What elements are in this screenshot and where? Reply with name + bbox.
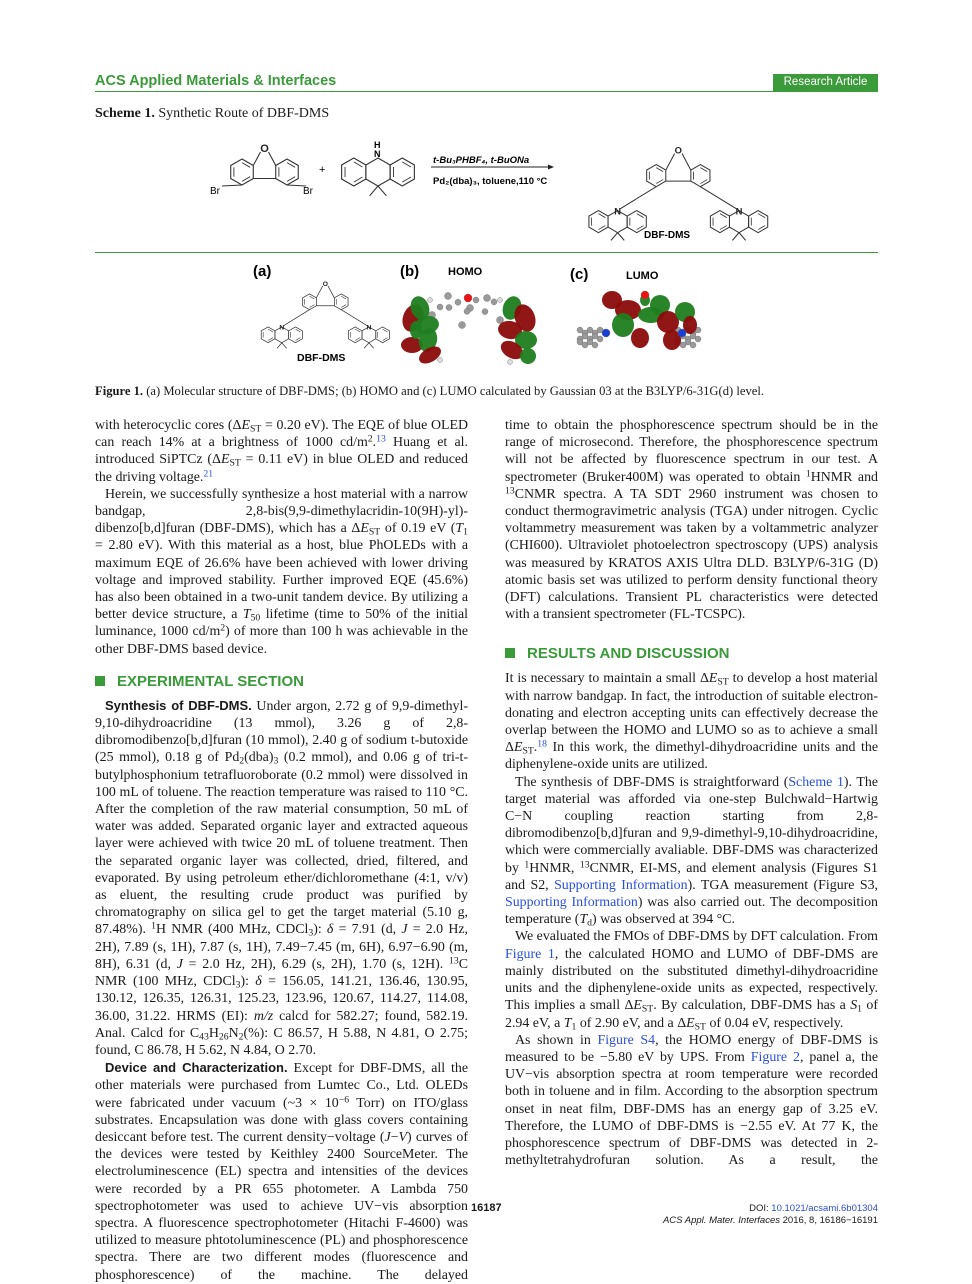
- section-square-icon: [505, 648, 515, 658]
- run-in-heading: Synthesis of DBF-DMS.: [105, 697, 252, 713]
- methyl-bond: [378, 186, 386, 196]
- text-run: H NMR (400 MHz, CDCl: [155, 922, 309, 938]
- atom: [484, 295, 491, 302]
- subscript: ST: [641, 1003, 654, 1015]
- negative-lobe: [612, 313, 634, 337]
- atom: [597, 336, 603, 342]
- text-run: , the calculated HOMO and LUMO of DBF-DMS are mainly distributed on the substituted dimethyl-dihydroacridine units and the diphenylene-oxide units as expected, respectively. This implies a small Δ: [505, 946, 878, 1014]
- text-run: , panel a, the UV−vis absorption spectra at room temperature were recorded both in toluene and in film. According to the absorption spectrum onset in neat film, DBF-DMS has an energy gap of 3.25 eV. Therefore, the LUMO of DBF-DMS is −2.55 eV. At 77 K, the phosphorescence spectrum of DBF-DMS was detected in 2-methyltetrahydrofuran solution. As a result, the: [505, 1049, 878, 1169]
- reference-link[interactable]: 21: [203, 468, 214, 480]
- nitrogen-atom: [678, 329, 686, 337]
- text-run: . By calculation, DBF-DMS has a: [653, 998, 851, 1014]
- nitrogen-atom-label: N: [614, 206, 621, 217]
- paragraph: [95, 486, 468, 658]
- text-run: ):: [313, 922, 327, 938]
- subscript: ST: [522, 745, 534, 757]
- subscript: 26: [218, 1031, 229, 1043]
- text-run: = 2.80 eV). With this material as a host, blue PhOLEDs with a maximum EQE of 26.6% have been achieved with lower driving voltage and improved stability. Further improved EQE (45.6%) has also been obtained in a two-unit tandem device. By utilizing a better device structure, a: [95, 538, 468, 623]
- methyl-bond: [282, 343, 287, 349]
- atom: [482, 309, 488, 315]
- atom: [455, 299, 461, 305]
- italic-text: E: [513, 740, 523, 756]
- text-run: Torr) on ITO/glass substrates. Encapsulation was done with glass covers containing desiccant before test. The current density−voltage (: [95, 1095, 468, 1145]
- text-run: (dba): [244, 750, 274, 766]
- text-run: of 0.19 eV (: [380, 521, 456, 537]
- text-run: to develop a host material with narrow bandgap. In fact, the introduction of suitable electron-donating and electron accepting units can effectively decrease the overlap between the HOMO and LUMO so as to achieve a small Δ: [505, 671, 878, 756]
- italic-text: E: [220, 452, 230, 468]
- section-heading-text: EXPERIMENTAL SECTION: [117, 672, 304, 690]
- paragraph: [95, 1059, 468, 1284]
- text-run: Huang et al. introduced SiPTCz (Δ: [95, 435, 468, 468]
- c-n-bond: [700, 187, 736, 209]
- text-run: H: [208, 1025, 219, 1041]
- text-run: ) was observed at 394 °C.: [592, 912, 735, 928]
- reference-link[interactable]: 18: [537, 738, 547, 750]
- dimethylacridine-structure: [342, 158, 415, 196]
- dbf-dms-product-structure: [589, 146, 768, 241]
- italic-text: J: [401, 922, 408, 938]
- scheme-divider: [95, 252, 878, 253]
- subscript: 1: [857, 1003, 863, 1015]
- text-run: lifetime (time to 50% of the initial luminance, 1000 cd/m: [95, 607, 468, 640]
- central-ring: [366, 158, 390, 186]
- cross-reference-link[interactable]: Figure 1: [505, 946, 555, 962]
- atom: [473, 297, 479, 303]
- hydrogen-atom: [438, 358, 443, 363]
- oxygen-atom-label: O: [260, 143, 269, 155]
- paragraph: [505, 1032, 878, 1170]
- homo-label: HOMO: [448, 266, 483, 278]
- superscript: 13: [505, 485, 515, 497]
- doi-block: [663, 1203, 878, 1226]
- paragraph: [505, 670, 878, 773]
- italic-text: E: [241, 418, 250, 433]
- atom: [464, 308, 470, 314]
- panel-c-label: (c): [570, 266, 589, 283]
- furan-bond: [316, 286, 322, 298]
- methyl-bond: [369, 343, 374, 349]
- text-run: ) of more than 100 h was achievable in the other DBF-DMS based device.: [95, 624, 468, 657]
- journal-name: ACS Applied Materials & Interfaces: [95, 73, 337, 89]
- bromine-label-right: Br: [303, 186, 313, 197]
- superscript: −6: [338, 1094, 350, 1106]
- text-run: calcd for 582.27; found, 582.19. Anal. Calcd for C: [95, 1008, 468, 1041]
- subscript: ST: [249, 423, 262, 435]
- text-run: = 2.0 Hz, 2H), 6.29 (s, 2H), 1.70 (s, 12H).: [182, 956, 449, 972]
- atom: [446, 304, 452, 310]
- methyl-bond: [364, 343, 369, 349]
- text-run: (%): C 86.57, H 5.88, N 4.81, O 2.75; found, C 86.78, H 5.62, N 4.84, O 2.70.: [95, 1025, 468, 1058]
- text-run: In this work, the dimethyl-dihydroacridine units and the diphenylene-oxide units are utilized.: [505, 740, 878, 773]
- lumo-label: LUMO: [626, 270, 659, 282]
- methyl-bond: [739, 233, 746, 241]
- text-run: We evaluated the FMOs of DBF-DMS by DFT calculation. From: [515, 929, 878, 945]
- homo-orbital-plot: [399, 293, 539, 368]
- atom: [437, 304, 443, 310]
- subscript: 2: [238, 1031, 244, 1043]
- superscript: 13: [579, 859, 590, 871]
- italic-text: E: [360, 521, 369, 537]
- italic-text: T: [242, 607, 251, 623]
- figure-caption: [95, 384, 885, 399]
- lumo-orbital-plot: [577, 291, 701, 350]
- c-n-bond: [341, 310, 367, 326]
- figure-caption-text: (a) Molecular structure of DBF-DMS; (b) HOMO and (c) LUMO calculated by Gaussian 03 at the B3LYP/6-31G(d) level.: [146, 384, 764, 398]
- text-run: , the HOMO energy of DBF-DMS is measured to be −5.80 eV by UPS. From: [505, 1032, 878, 1065]
- text-run: time to obtain the phosphorescence spectrum should be in the range of microsecond. Therefore, the phosphorescence spectrum will not be affected by fluorescence spectrum in our test. A spectrometer (Bruker400M) was operated to obtain: [505, 418, 878, 485]
- cross-reference-link[interactable]: Figure S4: [597, 1032, 656, 1048]
- text-run: of 2.90 eV, and a Δ: [576, 1015, 687, 1031]
- structure-label: DBF-DMS: [297, 352, 346, 364]
- cross-reference-link[interactable]: Scheme 1: [788, 774, 844, 790]
- text-run: N: [228, 1025, 239, 1041]
- italic-text: E: [686, 1015, 695, 1031]
- plus-sign: +: [319, 164, 326, 176]
- text-run: = 7.91 (d,: [333, 922, 402, 938]
- text-run: It is necessary to maintain a small Δ: [505, 671, 709, 687]
- text-run: = 156.05, 141.21, 136.46, 130.95, 130.12, 126.35, 126.31, 125.23, 123.96, 120.67, 114.27, 114.08, 36.00, 31.22. HRMS (EI):: [95, 974, 469, 1024]
- superscript: 1: [805, 468, 811, 480]
- text-run: Except for DBF-DMS, all the other materials were purchased from Lumtec Co., Ltd. OLEDs were fabricated under vacuum (~3 × 10: [95, 1061, 468, 1111]
- c-br-bond: [222, 185, 242, 186]
- text-run: −: [390, 1129, 399, 1145]
- product-label: DBF-DMS: [644, 230, 691, 241]
- paragraph: [505, 774, 878, 929]
- italic-text: T: [563, 1015, 572, 1031]
- superscript: 13: [449, 955, 459, 967]
- subscript: ST: [694, 1020, 706, 1032]
- superscript: 1: [524, 859, 530, 871]
- hydrogen-atom: [498, 298, 503, 303]
- dibromodibenzofuran-structure: [222, 143, 306, 186]
- cross-reference-link[interactable]: Figure 2: [750, 1049, 800, 1065]
- text-run: Herein, we successfully synthesize a host material with a narrow bandgap, 2,8-bis(9,9-dimethylacridin-10(9H)-yl)-dibenzo[b,d]furan (DBF-DMS), which has a Δ: [95, 486, 468, 537]
- text-run: CNMR, EI-MS, and element analysis (Figures S1 and S2,: [505, 860, 878, 893]
- text-run: HNMR and: [810, 469, 878, 485]
- paragraph: [95, 417, 468, 486]
- c-n-bond: [620, 187, 656, 209]
- italic-text: T: [579, 912, 588, 928]
- scheme-and-figure-graphics: [0, 0, 972, 400]
- text-run: = 0.20 eV). The EQE of blue OLED can reach 14% at a brightness of 1000 cd/m: [95, 418, 468, 451]
- text-run: = 2.0 Hz, 2H), 7.89 (s, 1H), 7.87 (s, 1H), 7.49−7.45 (m, 6H), 6.97−6.90 (m, 8H), 6.31 (d,: [95, 922, 468, 972]
- italic-text: E: [633, 998, 642, 1014]
- citation-journal: ACS Appl. Mater. Interfaces: [662, 1214, 780, 1226]
- italic-text: J: [384, 1129, 391, 1145]
- cross-reference-link[interactable]: Supporting Information: [554, 877, 688, 893]
- scheme-title-text: Synthetic Route of DBF-DMS: [158, 106, 330, 121]
- text-run: of 0.04 eV, respectively.: [705, 1015, 844, 1031]
- italic-text: δ: [255, 974, 262, 990]
- italic-text: J: [176, 956, 183, 972]
- right-column: [505, 417, 878, 1169]
- subscript: ST: [229, 457, 241, 469]
- oxygen-atom-label: O: [674, 145, 682, 156]
- atom: [690, 342, 696, 348]
- reaction-arrowhead: [548, 165, 554, 170]
- subscript: 43: [199, 1031, 209, 1043]
- subscript: ST: [717, 676, 729, 688]
- oxygen-atom: [641, 291, 649, 299]
- subscript: 1: [463, 526, 469, 538]
- cross-reference-link[interactable]: Supporting Information: [505, 895, 638, 911]
- positive-lobe: [631, 328, 649, 348]
- panel-a-label: (a): [253, 263, 272, 280]
- atom: [459, 322, 466, 329]
- article-type-badge: Research Article: [773, 74, 878, 91]
- nitrogen-atom-label: N: [366, 324, 372, 332]
- negative-lobe: [410, 321, 422, 339]
- text-run: ) was also carried out. The decomposition temperature (: [505, 895, 878, 928]
- methyl-bond: [618, 233, 625, 241]
- citation-details: 2016, 8, 16186−16191: [780, 1214, 878, 1226]
- text-run: Under argon, 2.72 g of 9,9-dimethyl-9,10-dihydroacridine (13 mmol), 3.26 g of 2,8-dibromodibenzo[b,d]furan (10 mmol), 2.40 g of sodium t-butoxide (25 mmol), 0.18 g of Pd: [95, 698, 468, 766]
- section-heading-results: [505, 645, 878, 663]
- text-run: .: [372, 435, 377, 451]
- hydrogen-atom: [508, 360, 513, 365]
- text-run: of 2.94 eV, a: [505, 998, 878, 1031]
- superscript: 2: [367, 433, 373, 445]
- doi-label: DOI:: [749, 1203, 772, 1214]
- text-run: with heterocyclic cores (Δ: [95, 418, 242, 433]
- left-column: [95, 417, 468, 1284]
- scheme-label: Scheme 1.: [95, 106, 155, 121]
- reagents-top: t-Bu₃PHBF₄, t-BuONa: [433, 155, 530, 166]
- text-run: ) curves of the devices were tested by Keithley 2400 SourceMeter. The electroluminescence (EL) spectra and intensities of the devices were recorded by a PR 655 photometer. A Lambda 750 spectrophotometer was used to achieve UV−vis absorption spectra. A fluorescence spectrophotometer (Hitachi F-4600) was utilized to measure phtotoluminescence (PL) and phosphorescence spectra. There are two different modes (fluorescence and phosphorescence) of the machine. The delayed: [95, 1129, 468, 1283]
- text-run: .: [533, 740, 538, 756]
- subscript: d: [587, 917, 593, 929]
- negative-lobe: [520, 348, 536, 364]
- section-heading-text: RESULTS AND DISCUSSION: [527, 645, 730, 663]
- paragraph: [505, 417, 878, 623]
- panel-b-label: (b): [400, 263, 420, 280]
- text-run: ):: [240, 974, 256, 990]
- superscript: 2: [220, 623, 226, 635]
- furan-bond: [328, 286, 334, 298]
- italic-text: V: [398, 1129, 408, 1145]
- atom: [695, 336, 701, 342]
- italic-text: S: [850, 998, 858, 1014]
- atom: [491, 299, 497, 305]
- paragraph: [505, 928, 878, 1031]
- subscript: 3: [273, 755, 279, 767]
- atom: [592, 342, 598, 348]
- synthetic-scheme: [210, 140, 768, 241]
- subscript: 3: [308, 927, 314, 939]
- nitrogen-atom-label: N: [374, 149, 381, 159]
- text-run: ). The target material was afforded via one-step Bulchwald−Hartwig C−N coupling reaction starting from 2,8-dibromodibenzo[b,d]furan and 9,9-dimethyl-9,10-dihydroacridine, which were commercially avaliable. DBF-DMS was characterized by: [505, 774, 879, 876]
- hydrogen-atom: [428, 298, 433, 303]
- methyl-bond: [370, 186, 378, 196]
- section-square-icon: [95, 676, 105, 686]
- superscript: 1: [151, 921, 156, 933]
- italic-text: δ: [326, 922, 334, 938]
- text-run: The synthesis of DBF-DMS is straightforward (: [515, 774, 789, 790]
- text-run: As shown in: [515, 1032, 598, 1048]
- page-number: 16187: [471, 1202, 502, 1214]
- figure-caption-label: Figure 1.: [95, 384, 144, 398]
- text-run: ). TGA measurement (Figure S3,: [687, 877, 878, 893]
- oxygen-atom-label: O: [322, 280, 328, 288]
- subscript: 2: [239, 755, 245, 767]
- section-heading-experimental: [95, 673, 468, 691]
- furan-bond: [269, 152, 276, 166]
- reagents-bottom: Pd₂(dba)₃, toluene,110 °C: [433, 176, 548, 187]
- subscript: 50: [250, 612, 261, 624]
- oxygen-atom: [464, 294, 472, 302]
- italic-text: E: [708, 671, 718, 687]
- run-in-heading: Device and Characterization.: [105, 1060, 288, 1076]
- text-run: = 0.11 eV) in blue OLED and reduced the driving voltage.: [95, 452, 468, 485]
- atom: [445, 293, 452, 300]
- figure-1: [253, 263, 701, 367]
- methyl-bond: [277, 343, 282, 349]
- hydrogen-atom-label: H: [374, 140, 381, 150]
- doi-link[interactable]: 10.1021/acsami.6b01304: [771, 1203, 878, 1214]
- subscript: ST: [368, 526, 381, 538]
- text-run: CNMR spectra. A TA SDT 2960 instrument was chosen to conduct thermogravimetric analysis (TGA) under nitrogen. Cyclic voltammetry measurement was taken by a voltammetric analyzer (CHI600). Ultraviolet photoelectron spectroscopy (UPS) analysis was measured by KRATOS AXIS Ultra DLD. B3LYP/6-31G (D) atomic basis set was utilized to perform density functional theory (DFT) calculations. Transient PL characteristics were detected with a transient spectrometer (FL-TCSPC).: [505, 486, 878, 623]
- text-run: HNMR,: [529, 860, 580, 876]
- text-run: C NMR (100 MHz, CDCl: [95, 956, 468, 990]
- furan-bond: [682, 154, 691, 171]
- reference-link[interactable]: 13: [376, 433, 386, 445]
- subscript: 1: [571, 1020, 577, 1032]
- text-run: (0.2 mmol), and 0.06 g of tri-t-butylphosphonium tetrafluoroborate (0.2 mmol) were dissolved in 100 mL of toluene. The reaction temperature was raised to 110 °C. After the completion of the raw material consumption, 50 mL of water was added. Separated organic layer and extracted aqueous layer were achieved with twice 20 mL of toluene treatment. Then the separated organic layer was collected, dried, filtered, and evaporated. By using petroleum ether/dichloromethane (4:1, v/v) as eluent, the resulting crude product was purified by chromatography on silica gel to get the target material (5.10 g, 87.48%).: [95, 750, 468, 938]
- italic-text: T: [455, 521, 464, 537]
- subscript: 3: [235, 979, 241, 991]
- italic-text: m/z: [253, 1008, 274, 1024]
- nitrogen-atom-label: N: [279, 324, 285, 332]
- dbf-dms-structure: [261, 281, 389, 348]
- bromine-label-left: Br: [210, 186, 220, 197]
- nitrogen-atom-label: N: [735, 206, 743, 217]
- c-n-bond: [284, 310, 310, 326]
- methyl-bond: [732, 233, 739, 241]
- paragraph: [95, 697, 468, 1059]
- methyl-bond: [611, 233, 618, 241]
- furan-bond: [666, 154, 675, 171]
- nitrogen-atom: [602, 329, 610, 337]
